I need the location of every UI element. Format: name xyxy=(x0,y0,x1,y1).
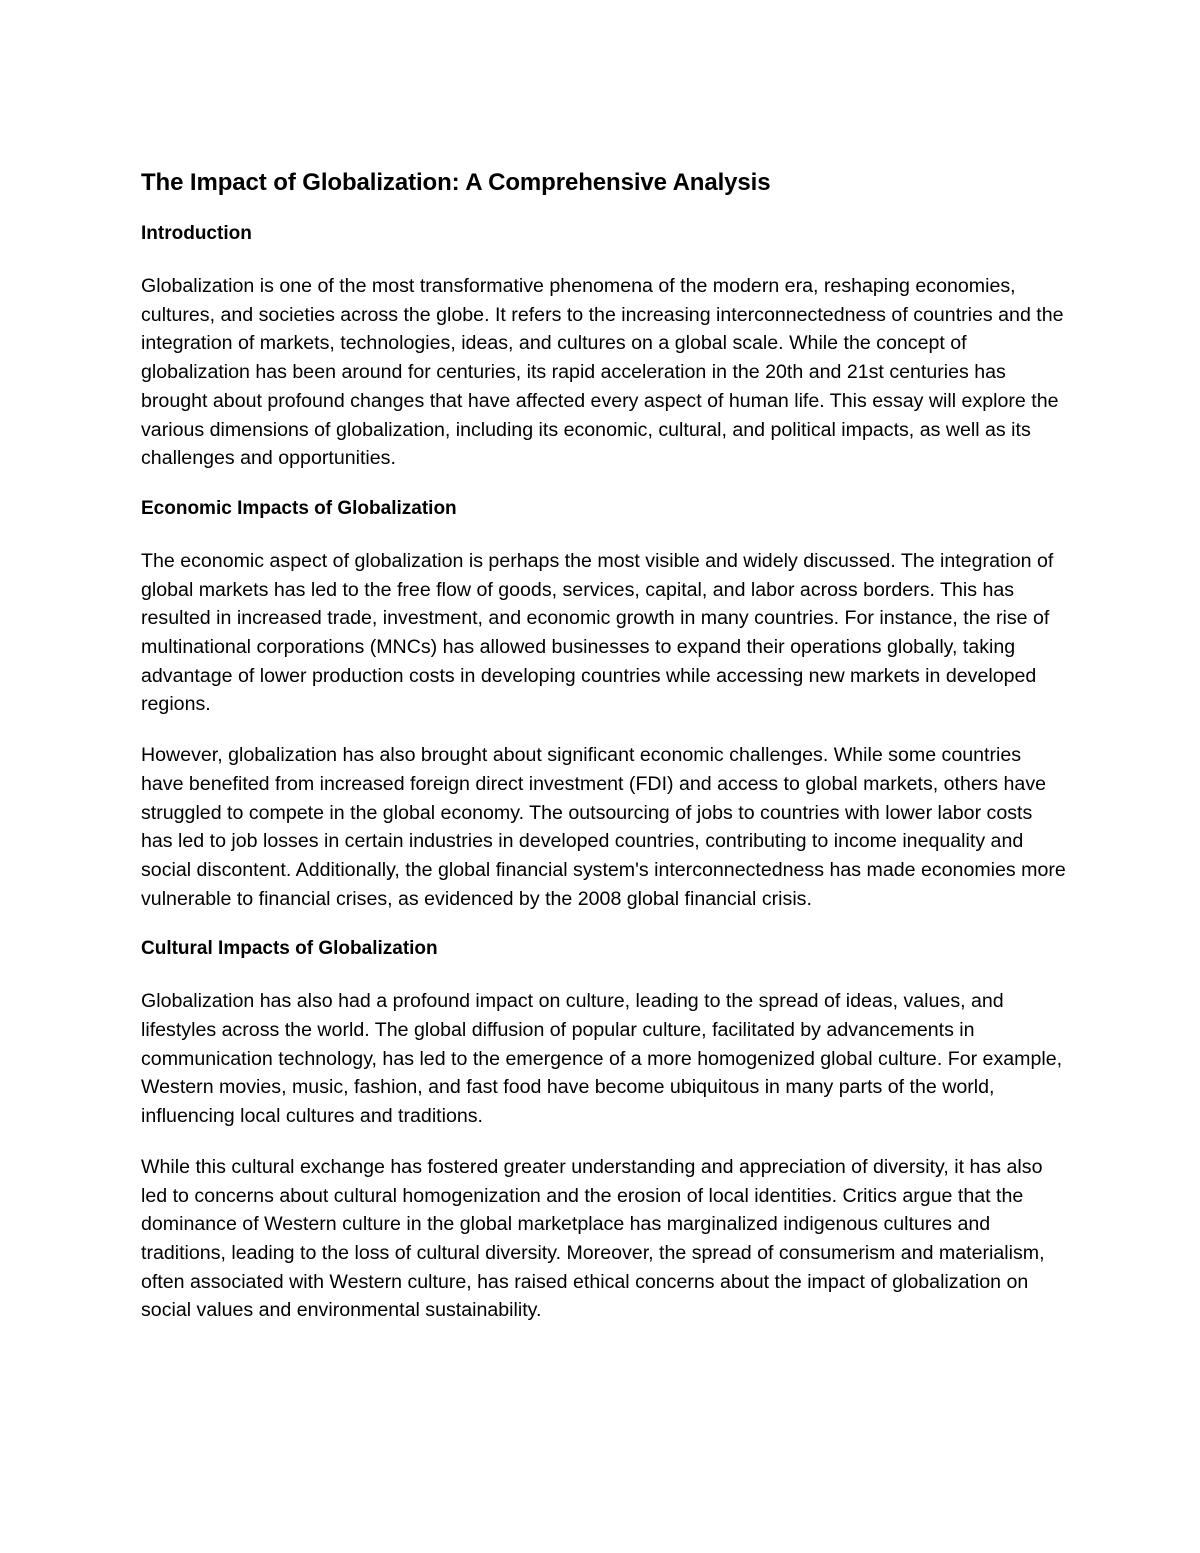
paragraph-introduction: Globalization is one of the most transformative phenomena of the modern era, reshaping economies, cultures, and societies across the globe. It refers to the increasing interconnectedness of countries and the integration of markets, technologies, ideas, and cultures on a global scale. While the concept of globalization has been around for centuries, its rapid acceleration in the 20th and 21st centuries has brought about profound changes that have affected every aspect of human life. This essay will explore the various dimensions of globalization, including its economic, cultural, and political impacts, as well as its challenges and opportunities. xyxy=(141,275,1064,470)
paragraph-economic-2: However, globalization has also brought about significant economic challenges. While some countries have benefited from increased foreign direct investment (FDI) and access to global markets, others have struggled to compete in the global economy. The outsourcing of jobs to countries with lower labor costs has led to job losses in certain industries in developed countries, contributing to income inequality and social discontent. Additionally, the global financial system's interconnectedness has made economies more vulnerable to financial crises, as evidenced by the 2008 global financial crisis. xyxy=(141,744,1066,910)
section-heading-cultural-impacts: Cultural Impacts of Globalization xyxy=(141,938,438,960)
section-heading-introduction: Introduction xyxy=(141,223,252,244)
paragraph-cultural-1: Globalization has also had a profound impact on culture, leading to the spread of ideas, values, and lifestyles across the world. The global diffusion of popular culture, facilitated by advancements in communication technology, has led to the emergence of a more homogenized global culture. For example, Western movies, music, fashion, and fast food have become ubiquitous in many parts of the world, influencing local cultures and traditions. xyxy=(141,990,1063,1128)
section-heading-economic-impacts: Economic Impacts of Globalization xyxy=(141,497,457,519)
paragraph-economic-1: The economic aspect of globalization is perhaps the most visible and widely discussed. The integration of global markets has led to the free flow of goods, services, capital, and labor across borders. This has resulted in increased trade, investment, and economic growth in many countries. For instance, the rise of multinational corporations (MNCs) has allowed businesses to expand their operations globally, taking advantage of lower production costs in developing countries while accessing new markets in developed regions. xyxy=(141,549,1054,716)
document-title: The Impact of Globalization: A Comprehensive Analysis xyxy=(141,169,771,196)
paragraph-cultural-2: While this cultural exchange has fostered greater understanding and appreciation of diversity, it has also led to concerns about cultural homogenization and the erosion of local identities. Critics argue that the dominance of Western culture in the global marketplace has marginalized indigenous cultures and traditions, leading to the loss of cultural diversity. Moreover, the spread of consumerism and materialism, often associated with Western culture, has raised ethical concerns about the impact of globalization on social values and environmental sustainability. xyxy=(141,1155,1045,1322)
document-body xyxy=(141,166,1066,1325)
